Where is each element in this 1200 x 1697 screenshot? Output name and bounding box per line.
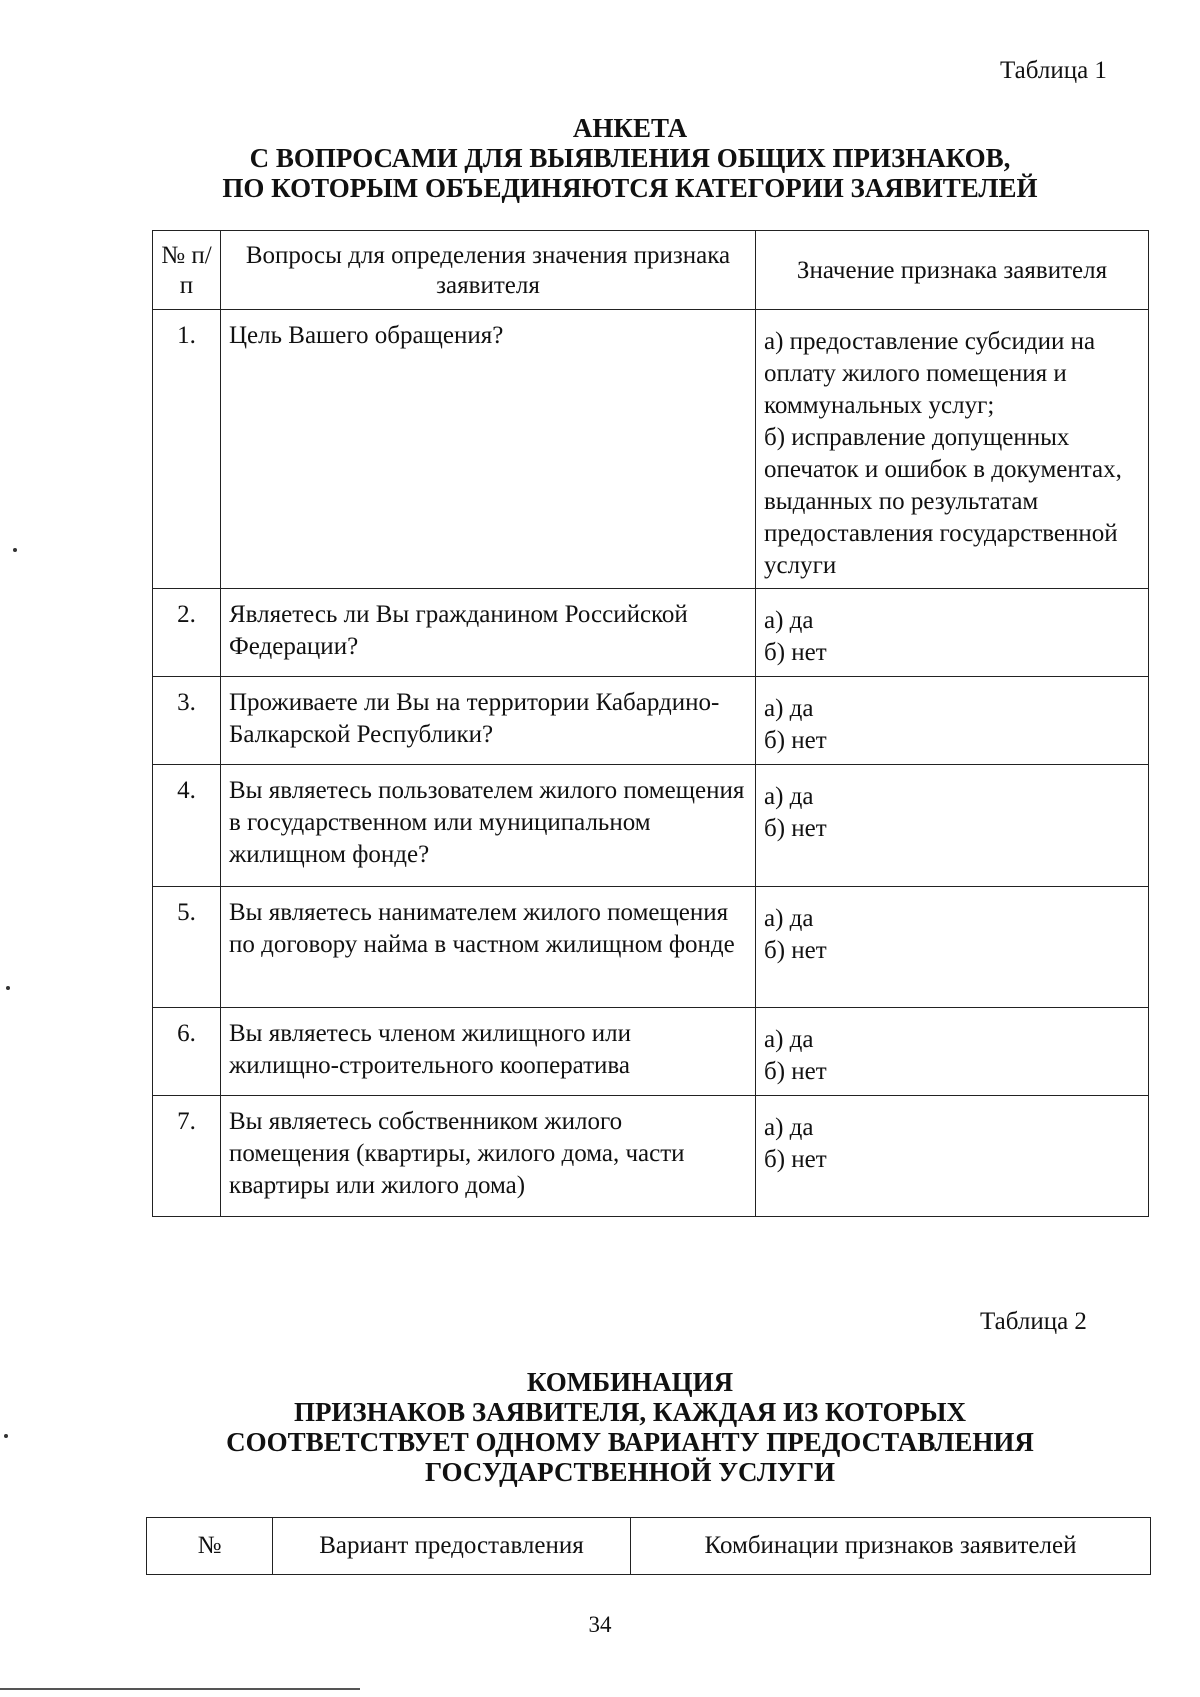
row-answer: а) да б) нет	[756, 1096, 1149, 1217]
table2-label: Таблица 2	[980, 1308, 1087, 1335]
row-question: Вы являетесь собственником жилого помещения (квартиры, жилого дома, части квартиры или жилого дома)	[221, 1096, 756, 1217]
table2-title-line-1: КОМБИНАЦИЯ	[526, 1367, 734, 1397]
table1-title-line-1: АНКЕТА	[572, 113, 688, 143]
row-question: Являетесь ли Вы гражданином Российской Федерации?	[221, 589, 756, 677]
row-number: 6.	[153, 1008, 221, 1096]
table2-title-line-4: ГОСУДАРСТВЕННОЙ УСЛУГИ	[425, 1457, 835, 1487]
table1-title	[130, 113, 1130, 203]
table-row	[153, 310, 1149, 589]
table-row	[153, 765, 1149, 887]
row-question: Проживаете ли Вы на территории Кабардино-Балкарской Республики?	[221, 677, 756, 765]
page-number: 34	[588, 1612, 612, 1637]
table-header-row	[153, 231, 1149, 310]
row-number: 5.	[153, 887, 221, 1008]
table-row	[153, 887, 1149, 1008]
header-number: № п/п	[153, 231, 221, 310]
table-row	[153, 677, 1149, 765]
row-answer: а) да б) нет	[756, 887, 1149, 1008]
table1-title-line-3: ПО КОТОРЫМ ОБЪЕДИНЯЮТСЯ КАТЕГОРИИ ЗАЯВИТЕЛЕЙ	[222, 173, 1038, 203]
table2-title-line-2: ПРИЗНАКОВ ЗАЯВИТЕЛЯ, КАЖДАЯ ИЗ КОТОРЫХ	[293, 1397, 967, 1427]
header-question: Вопросы для определения значения признака заявителя	[221, 231, 756, 310]
header-variant: Вариант предоставления	[273, 1518, 631, 1575]
table-row	[153, 589, 1149, 677]
row-answer: а) да б) нет	[756, 765, 1149, 887]
row-question: Цель Вашего обращения?	[221, 310, 756, 589]
row-answer: а) да б) нет	[756, 677, 1149, 765]
row-question: Вы являетесь нанимателем жилого помещения по договору найма в частном жилищном фонде	[221, 887, 756, 1008]
row-question: Вы являетесь пользователем жилого помещения в государственном или муниципальном жилищном фонде?	[221, 765, 756, 887]
table1-title-line-2: С ВОПРОСАМИ ДЛЯ ВЫЯВЛЕНИЯ ОБЩИХ ПРИЗНАКОВ,	[249, 143, 1011, 173]
header-combinations: Комбинации признаков заявителей	[631, 1518, 1151, 1575]
row-number: 4.	[153, 765, 221, 887]
scan-dot	[13, 548, 17, 552]
scan-edge-line	[0, 1688, 360, 1690]
table2-title-line-3: СООТВЕТСТВУЕТ ОДНОМУ ВАРИАНТУ ПРЕДОСТАВЛЕНИЯ	[226, 1427, 1034, 1457]
scan-dot	[6, 986, 10, 990]
table-header-row	[147, 1518, 1151, 1575]
table-row	[153, 1008, 1149, 1096]
combinations-table	[146, 1517, 1151, 1575]
table2-title	[130, 1367, 1130, 1487]
row-answer: а) предоставление субсидии на оплату жилого помещения и коммунальных услуг; б) исправление допущенных опечаток и ошибок в документах, выданных по результатам предоставления государственной услуги	[756, 310, 1149, 589]
row-number: 1.	[153, 310, 221, 589]
header-number: №	[147, 1518, 273, 1575]
questionnaire-table	[152, 230, 1149, 1217]
table-row	[153, 1096, 1149, 1217]
row-question: Вы являетесь членом жилищного или жилищно-строительного кооператива	[221, 1008, 756, 1096]
table1-label: Таблица 1	[1000, 57, 1107, 84]
row-number: 3.	[153, 677, 221, 765]
row-answer: а) да б) нет	[756, 589, 1149, 677]
row-number: 2.	[153, 589, 221, 677]
row-number: 7.	[153, 1096, 221, 1217]
header-value: Значение признака заявителя	[756, 231, 1149, 310]
scan-dot	[4, 1434, 8, 1438]
row-answer: а) да б) нет	[756, 1008, 1149, 1096]
